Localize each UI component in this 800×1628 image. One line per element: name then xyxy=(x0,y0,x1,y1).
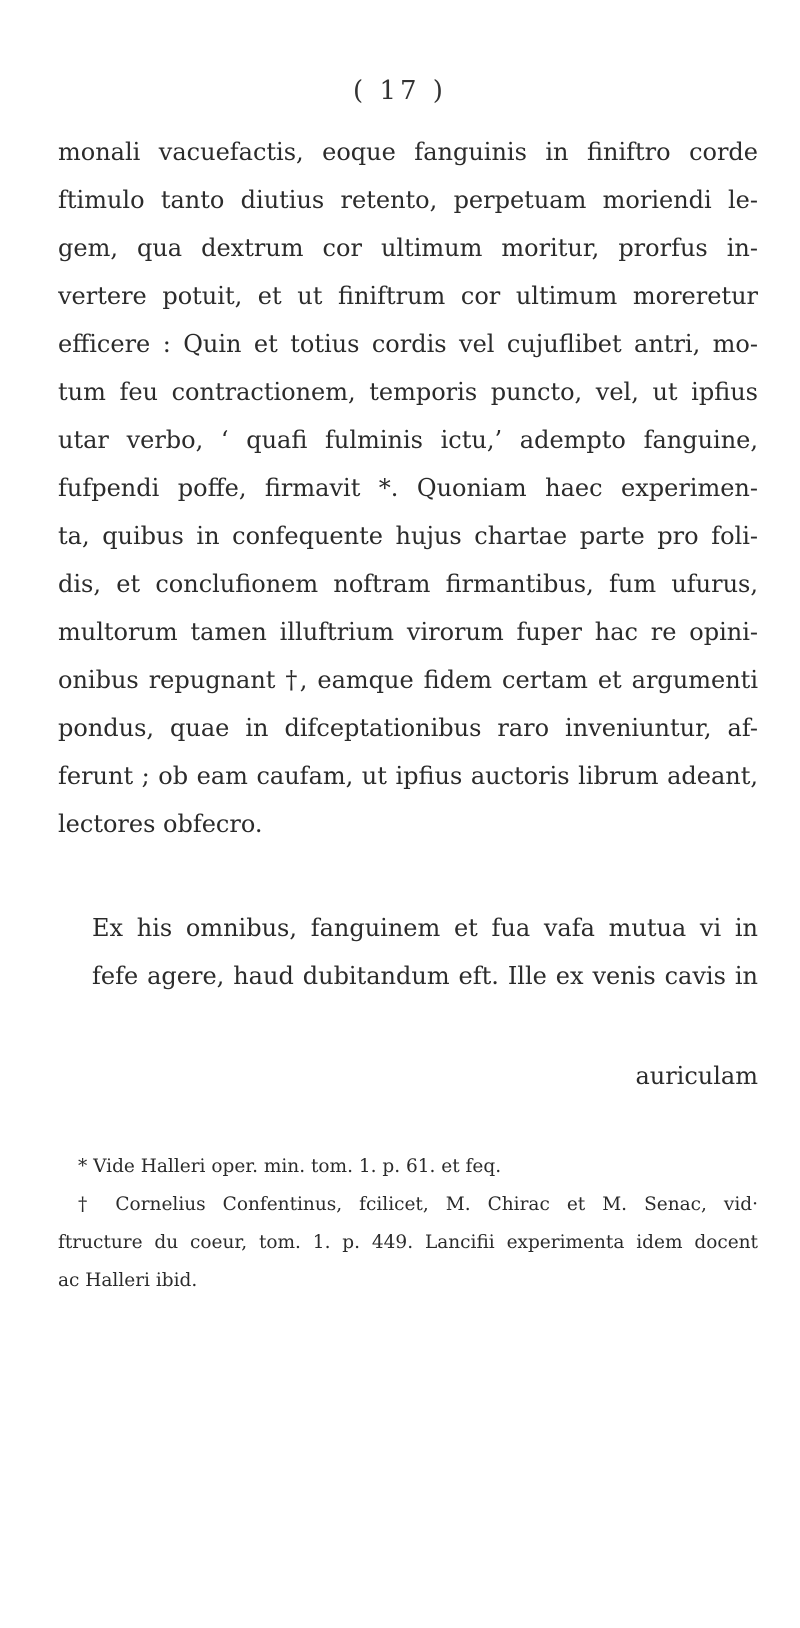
main-text xyxy=(58,128,758,1000)
text-line: gem, qua dextrum cor ultimum moritur, prorfus in- xyxy=(58,234,758,262)
footnote: † Cornelius Confentinus, fcilicet, M. Chirac et M. Senac, vid· xyxy=(78,1194,758,1215)
text-line: fufpendi poffe, firmavit *. Quoniam haec experimen- xyxy=(58,474,758,502)
text-line: pondus, quae in difceptationibus raro inveniuntur, af- xyxy=(58,714,758,742)
text-line: ta, quibus in confequente hujus chartae parte pro foli- xyxy=(58,522,758,550)
text-line: lectores obfecro. xyxy=(58,810,263,838)
text-line: ftimulo tanto diutius retento, perpetuam moriendi le- xyxy=(58,186,758,214)
paragraph-gap xyxy=(58,848,758,904)
text-line: onibus repugnant †, eamque fidem certam et argumenti xyxy=(58,666,758,694)
text-line: dis, et conclufionem noftram firmantibus, fum ufurus, xyxy=(58,570,758,598)
text-line: monali vacuefactis, eoque fanguinis in finiftro corde xyxy=(58,138,758,166)
footnote: * Vide Halleri oper. min. tom. 1. p. 61. et feq. xyxy=(78,1156,502,1177)
text-line: efficere : Quin et totius cordis vel cujuflibet antri, mo- xyxy=(58,330,758,358)
text-line: tum feu contractionem, temporis puncto, vel, ut ipfius xyxy=(58,378,758,406)
footnote: ac Halleri ibid. xyxy=(58,1270,198,1291)
page-number: ( 17 ) xyxy=(353,76,447,106)
text-line: utar verbo, ‘ quafi fulminis ictu,’ adempto fanguine, xyxy=(58,426,758,454)
catchword: auriculam xyxy=(635,1062,758,1090)
text-line: fefe agere, haud dubitandum eft. Ille ex venis cavis in xyxy=(92,962,758,990)
text-line: multorum tamen illuftrium virorum fuper hac re opini- xyxy=(58,618,758,646)
text-line: vertere potuit, et ut finiftrum cor ultimum moreretur xyxy=(58,282,758,310)
text-line: ferunt ; ob eam caufam, ut ipfius auctoris librum adeant, xyxy=(58,762,758,790)
footnote: ftructure du coeur, tom. 1. p. 449. Lancifii experimenta idem docent xyxy=(58,1232,758,1253)
text-line: Ex his omnibus, fanguinem et fua vafa mutua vi in xyxy=(92,914,758,942)
footnotes xyxy=(58,1148,758,1300)
